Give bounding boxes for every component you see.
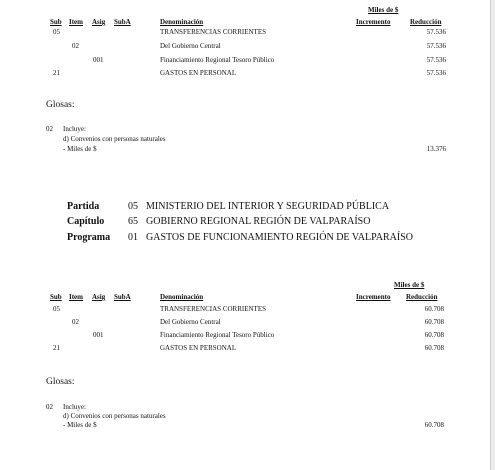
col-suba-header: SubA	[114, 18, 131, 26]
glosa-line: d) Convenios con personas naturales	[63, 412, 166, 420]
col-denominacion-header: Denominación	[160, 293, 204, 301]
row-denominacion: Del Gobierno Central	[160, 42, 221, 50]
row-code: 001	[93, 56, 104, 64]
glosa-line: d) Convenios con personas naturales	[63, 135, 166, 143]
col-incremento-header: Incremento	[356, 293, 391, 301]
capitulo-label: Capítulo	[67, 216, 105, 227]
col-asig-header: Asig	[92, 18, 106, 26]
col-item-header: Item	[69, 293, 83, 301]
col-item-header: Item	[69, 18, 83, 26]
partida-code: 05	[128, 201, 138, 212]
col-suba-header: SubA	[114, 293, 131, 301]
col-denominacion-header: Denominación	[160, 18, 204, 26]
row-reduccion: 57.536	[426, 69, 446, 77]
row-reduccion: 60.708	[424, 331, 444, 339]
row-reduccion: 57.536	[426, 56, 446, 64]
miles-header: Miles de $	[394, 281, 425, 289]
row-code: 05	[53, 28, 60, 36]
programa-label: Programa	[67, 232, 111, 243]
glosa-line: - Miles de $	[63, 145, 97, 153]
col-asig-header: Asig	[92, 293, 106, 301]
row-code: 21	[53, 344, 60, 352]
row-reduccion: 60.708	[424, 344, 444, 352]
col-sub-header: Sub	[50, 18, 62, 26]
glosa-line: - Miles de $	[63, 421, 97, 429]
row-denominacion: Financiamiento Regional Tesoro Público	[160, 56, 275, 64]
col-incremento-header: Incremento	[356, 18, 391, 26]
glosa-value: 60.708	[424, 421, 444, 429]
row-denominacion: GASTOS EN PERSONAL	[160, 69, 237, 77]
row-code: 21	[53, 69, 60, 77]
glosas-title: Glosas:	[46, 377, 75, 387]
col-sub-header: Sub	[50, 293, 62, 301]
col-reduccion-header: Reducción	[410, 18, 442, 26]
row-code: 02	[72, 42, 79, 50]
capitulo-name: GOBIERNO REGIONAL REGIÓN DE VALPARAÍSO	[146, 216, 371, 227]
partida-label: Partida	[67, 201, 100, 212]
row-reduccion: 60.708	[424, 305, 444, 313]
row-denominacion: Financiamiento Regional Tesoro Público	[160, 331, 275, 339]
row-code: 02	[72, 318, 79, 326]
row-denominacion: Del Gobierno Central	[160, 318, 221, 326]
programa-code: 01	[128, 232, 138, 243]
glosa-value: 13.376	[426, 145, 446, 153]
glosas-title: Glosas:	[46, 100, 75, 110]
glosa-line: Incluye:	[63, 403, 86, 411]
glosa-number: 02	[46, 125, 53, 133]
row-reduccion: 57.536	[426, 42, 446, 50]
row-code: 05	[53, 305, 60, 313]
col-reduccion-header: Reducción	[406, 293, 438, 301]
capitulo-code: 65	[128, 216, 138, 227]
programa-name: GASTOS DE FUNCIONAMIENTO REGIÓN DE VALPARAÍSO	[146, 232, 413, 243]
row-code: 001	[93, 331, 104, 339]
partida-name: MINISTERIO DEL INTERIOR Y SEGURIDAD PÚBLICA	[146, 201, 390, 212]
row-reduccion: 60.708	[424, 318, 444, 326]
row-denominacion: GASTOS EN PERSONAL	[160, 344, 237, 352]
row-reduccion: 57.536	[426, 28, 446, 36]
glosa-line: Incluye:	[63, 125, 86, 133]
glosa-number: 02	[46, 403, 53, 411]
row-denominacion: TRANSFERENCIAS CORRIENTES	[160, 305, 266, 313]
miles-header: Miles de $	[368, 6, 399, 14]
row-denominacion: TRANSFERENCIAS CORRIENTES	[160, 28, 266, 36]
